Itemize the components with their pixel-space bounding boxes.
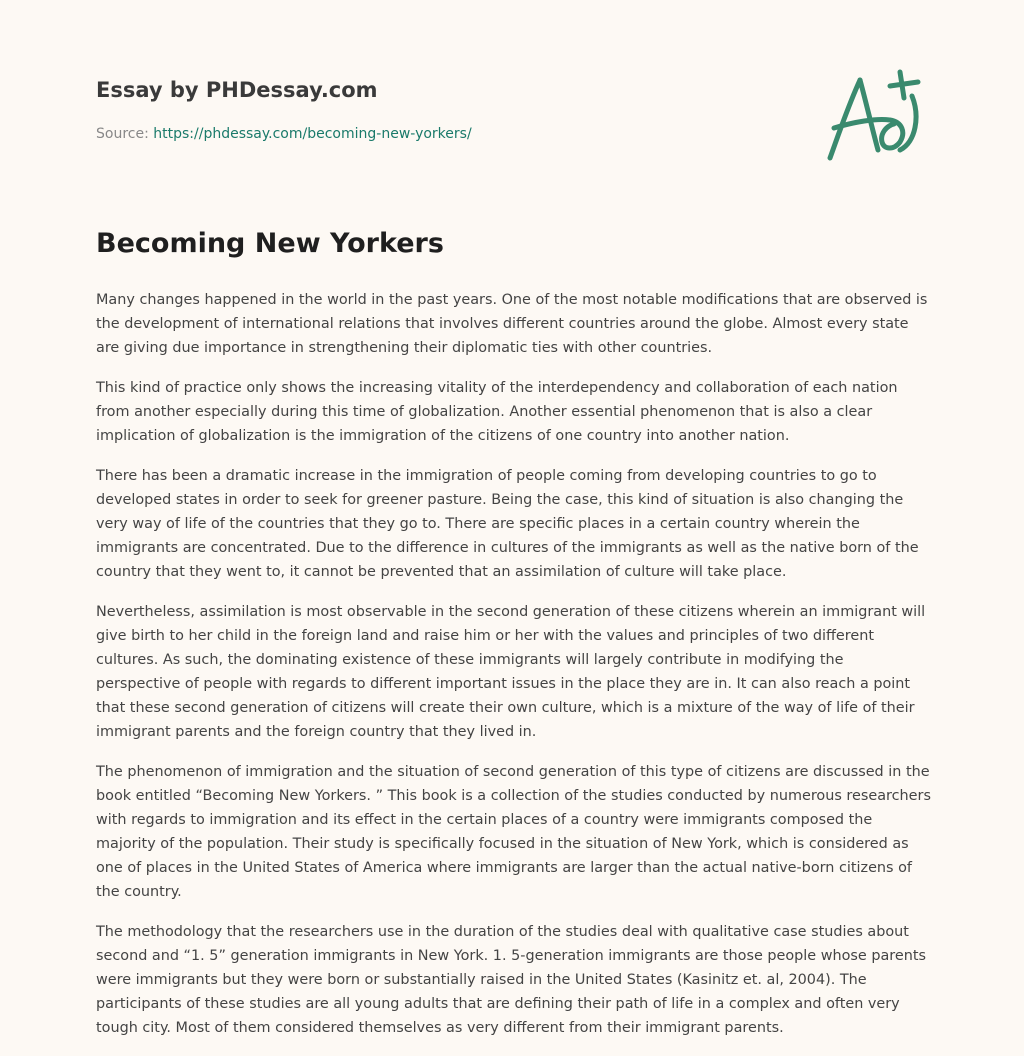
source-line [96, 124, 796, 144]
page-header [96, 76, 796, 144]
essay-paragraph: There has been a dramatic increase in the immigration of people coming from developing countries to go to developed states in order to seek for greener pasture. Being the case, this kind of situation is also changing the very way of life of the countries that they go to. There are specific places in a certain country wherein the immigrants are concentrated. Due to the difference in cultures of the immigrants as well as the native born of the country that they went to, it cannot be prevented that an assimilation of culture will take place. [96, 468, 919, 580]
essay-paragraph: Many changes happened in the world in the past years. One of the most notable modifications that are observed is the development of international relations that involves different countries around the globe. Almost every state are giving due importance in strengthening their diplomatic ties with other countries. [96, 292, 928, 356]
site-title: Essay by PHDessay.com [96, 78, 378, 102]
source-label: Source: [96, 126, 149, 142]
essay-paragraph: The phenomenon of immigration and the situation of second generation of this type of citizens are discussed in the book entitled “Becoming New Yorkers. ” This book is a collection of the studies conducted by numerous researchers with regards to immigration and its effect in the certain places of a country were immigrants composed the majority of the population. Their study is specifically focused in the situation of New York, which is considered as one of places in the United States of America where immigrants are larger than the actual native-born citizens of the country. [96, 764, 931, 900]
essay-body [96, 224, 932, 1056]
essay-paragraph: Nevertheless, assimilation is most observable in the second generation of these citizens wherein an immigrant will give birth to her child in the foreign land and raise him or her with the values and principles of two different cultures. As such, the dominating existence of these immigrants will largely contribute in modifying the perspective of people with regards to different important issues in the place they are in. It can also reach a point that these second generation of citizens will create their own culture, which is a mixture of the way of life of their immigrant parents and the foreign country that they lived in. [96, 604, 926, 740]
essay-paragraph: This kind of practice only shows the increasing vitality of the interdependency and collaboration of each nation from another especially during this time of globalization. Another essential phenomenon that is also a clear implication of globalization is the immigration of the citizens of one country into another nation. [96, 380, 898, 444]
a-plus-logo-icon [820, 66, 930, 166]
source-link[interactable]: https://phdessay.com/becoming-new-yorkers/ [153, 126, 472, 142]
essay-title: Becoming New Yorkers [96, 228, 444, 259]
essay-paragraph: The methodology that the researchers use in the duration of the studies deal with qualitative case studies about second and “1. 5” generation immigrants in New York. 1. 5-generation immigrants are those people whose parents were immigrants but they were born or substantially raised in the United States (Kasinitz et. al, 2004). The participants of these studies are all young adults that are defining their path of life in a complex and often very tough city. Most of them considered themselves as very different from their immigrant parents. [96, 924, 927, 1036]
